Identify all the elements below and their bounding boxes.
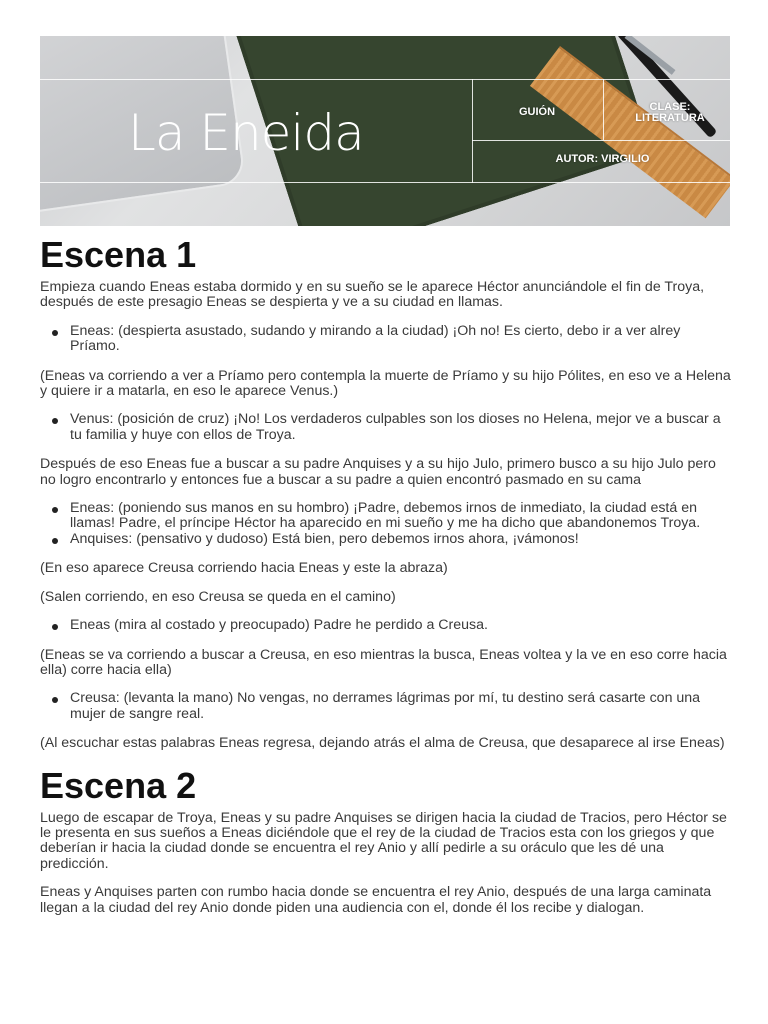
author-label: AUTOR: VIRGILIO (555, 153, 650, 165)
paragraph: Empieza cuando Eneas estaba dormido y en su sueño se le aparece Héctor anunciándole el fin de Troya, después de este presagio Eneas se despierta y ve a su ciudad en llamas. (40, 279, 705, 311)
dialogue-item: Eneas: (despierta asustado, sudando y mirando a la ciudad) ¡Oh no! Es cierto, debo ir a ver alrey Príamo. (40, 324, 732, 355)
paragraph: Luego de escapar de Troya, Eneas y su padre Anquises se dirigen hacia la ciudad de Tracios, pero Héctor se le presenta en sus sueños a Eneas diciéndole que el rey de la ciudad de Tracios esta con los griegos y que deberían ir hacia la ciudad donde se encuentra el rey Anio y allí pedirle a su oráculo que les dé una predicción. (40, 809, 727, 872)
header-banner (40, 36, 730, 226)
paragraph: Eneas y Anquises parten con rumbo hacia donde se encuentra el rey Anio, después de una larga caminata llegan a la ciudad del rey Anio donde piden una audiencia con el, donde él los recibe y dialogan. (40, 884, 712, 916)
dialogue-list (40, 691, 732, 722)
document-body (40, 234, 732, 929)
paragraph: (Salen corriendo, en eso Creusa se queda en el camino) (40, 588, 396, 605)
dialogue-item: Creusa: (levanta la mano) No vengas, no derrames lágrimas por mí, tu destino será casarte con una mujer de sangre real. (40, 691, 732, 722)
paragraph: (Eneas se va corriendo a buscar a Creusa, en eso mientras la busca, Eneas voltea y la ve en eso corre hacia ella) corre hacia ella) (40, 646, 727, 678)
document-title: La Eneida (128, 104, 364, 162)
paragraph: (Al escuchar estas palabras Eneas regresa, dejando atrás el alma de Creusa, que desaparece al irse Eneas) (40, 735, 725, 752)
dialogue-item: Eneas (mira al costado y preocupado) Padre he perdido a Creusa. (40, 618, 732, 633)
dialogue-item: Anquises: (pensativo y dudoso) Está bien, pero debemos irnos ahora, ¡vámonos! (40, 532, 732, 547)
paragraph: (Eneas va corriendo a ver a Príamo pero contempla la muerte de Príamo y su hijo Pólites, en eso ve a Helena y quiere ir a matarla, en eso le aparece Venus.) (40, 367, 731, 400)
dialogue-list (40, 501, 732, 547)
scene-1-heading: Escena 1 (40, 234, 197, 275)
dialogue-item: Eneas: (poniendo sus manos en su hombro) ¡Padre, debemos irnos de inmediato, la ciudad está en llamas! Padre, el príncipe Héctor ha aparecido en mi sueño y me ha dicho que abandonemos Troya. (40, 501, 732, 532)
paragraph: (En eso aparece Creusa corriendo hacia Eneas y este la abraza) (40, 560, 448, 577)
dialogue-list (40, 618, 732, 633)
paragraph: Después de eso Eneas fue a buscar a su padre Anquises y a su hijo Julo, primero busco a su hijo Julo pero no logro encontrarlo y entonces fue a buscar a su padre a quien encontró pasmado en su cama (40, 456, 716, 488)
dialogue-list (40, 324, 732, 355)
document-type-label: GUIÓN (518, 106, 556, 118)
dialogue-list (40, 412, 732, 443)
scene-2-heading: Escena 2 (40, 764, 197, 806)
class-label: CLASE: LITERATURA (635, 101, 705, 124)
dialogue-item: Venus: (posición de cruz) ¡No! Los verdaderos culpables son los dioses no Helena, mejor ve a buscar a tu familia y huye con ellos de Troya. (40, 412, 732, 443)
